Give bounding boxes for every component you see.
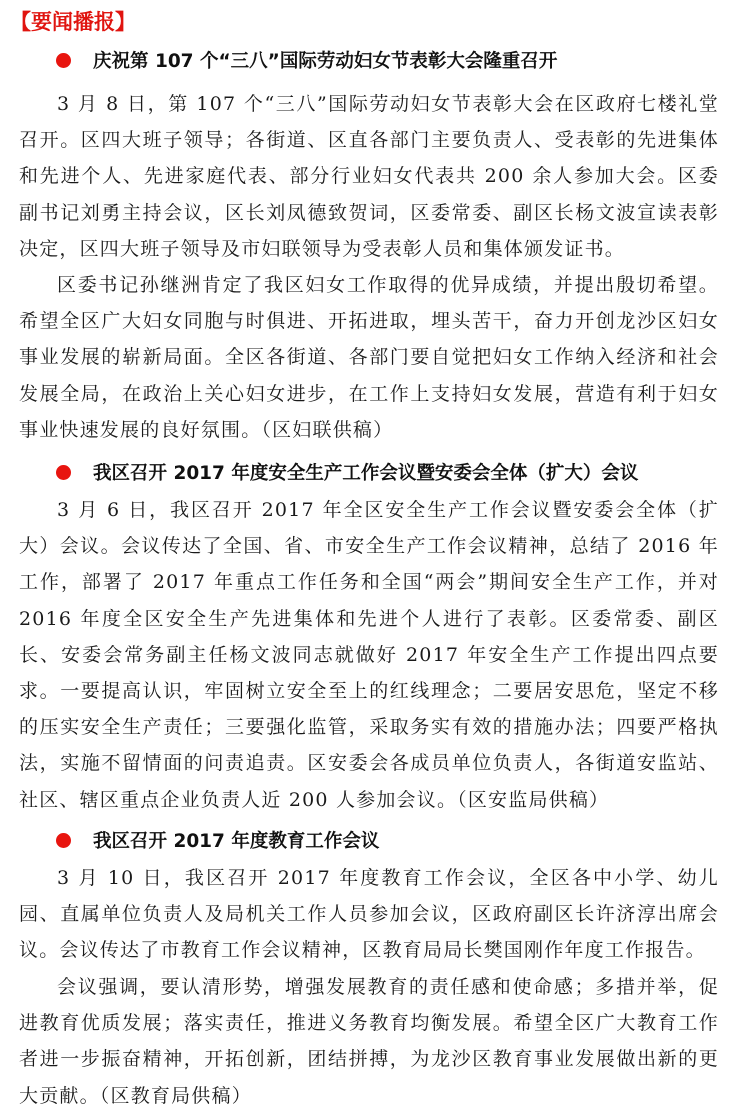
article-1-paragraph-2: 区委书记孙继洲肯定了我区妇女工作取得的优异成绩，并提出殷切希望。希望全区广大妇女同胞与时俱进、开拓进取，埋头苦干，奋力开创龙沙区妇女事业发展的崭新局面。全区各街道、各部门要自觉把妇女工作纳入经济和社会发展全局，在政治上关心妇女进步，在工作上支持妇女发展，营造有利于妇女事业快速发展的良好氛围。（区妇联供稿） xyxy=(19,274,719,441)
article-1-headline xyxy=(56,46,557,78)
section-title: 【要闻播报】 xyxy=(10,10,136,34)
article-3-paragraph-1: 3 月 10 日，我区召开 2017 年度教育工作会议，全区各中小学、幼儿园、直属单位负责人及局机关工作人员参加会议，区政府副区长许济淳出席会议。会议传达了市教育工作会议精神，区教育局局长樊国刚作年度工作报告。 xyxy=(19,867,719,962)
red-dot-icon xyxy=(56,833,71,848)
article-1-paragraph-1: 3 月 8 日，第 107 个“三八”国际劳动妇女节表彰大会在区政府七楼礼堂召开。区四大班子领导；各街道、区直各部门主要负责人、受表彰的先进集体和先进个人、先进家庭代表、部分行业妇女代表共 200 余人参加大会。区委副书记刘勇主持会议，区长刘凤德致贺词，区委常委、副区长杨文波宣读表彰决定，区四大班子领导及市妇联领导为受表彰人员和集体颁发证书。 xyxy=(19,93,719,260)
article-2-headline-text: 我区召开 2017 年度安全生产工作会议暨安委会全体（扩大）会议 xyxy=(93,463,639,484)
article-2-paragraph-1: 3 月 6 日，我区召开 2017 年全区安全生产工作会议暨安委会全体（扩大）会议。会议传达了全国、省、市安全生产工作会议精神，总结了 2016 年工作，部署了 2017 年重点工作任务和全国“两会”期间安全生产工作，并对 2016 年度全区安全生产先进集体和先进个人进行了表彰。区委常委、副区长、安委会常务副主任杨文波同志就做好 2017 年安全生产工作提出四点要求。一要提高认识，牢固树立安全至上的红线理念；二要居安思危，坚定不移的压实安全生产责任；三要强化监管，采取务实有效的措施办法；四要严格执法，实施不留情面的问责追责。区安委会各成员单位负责人，各街道安监站、社区、辖区重点企业负责人近 200 人参加会议。（区安监局供稿） xyxy=(19,499,719,811)
article-2-headline xyxy=(56,458,638,490)
article-3-headline xyxy=(56,826,379,858)
red-dot-icon xyxy=(56,465,71,480)
article-1-headline-text: 庆祝第 107 个“三八”国际劳动妇女节表彰大会隆重召开 xyxy=(93,51,558,72)
red-dot-icon xyxy=(56,53,71,68)
article-3-paragraph-2: 会议强调，要认清形势，增强发展教育的责任感和使命感；多措并举，促进教育优质发展；落实责任，推进义务教育均衡发展。希望全区广大教育工作者进一步振奋精神，开拓创新，团结拼搏，为龙沙区教育事业发展做出新的更大贡献。（区教育局供稿） xyxy=(19,976,719,1107)
article-3-headline-text: 我区召开 2017 年度教育工作会议 xyxy=(93,831,380,852)
